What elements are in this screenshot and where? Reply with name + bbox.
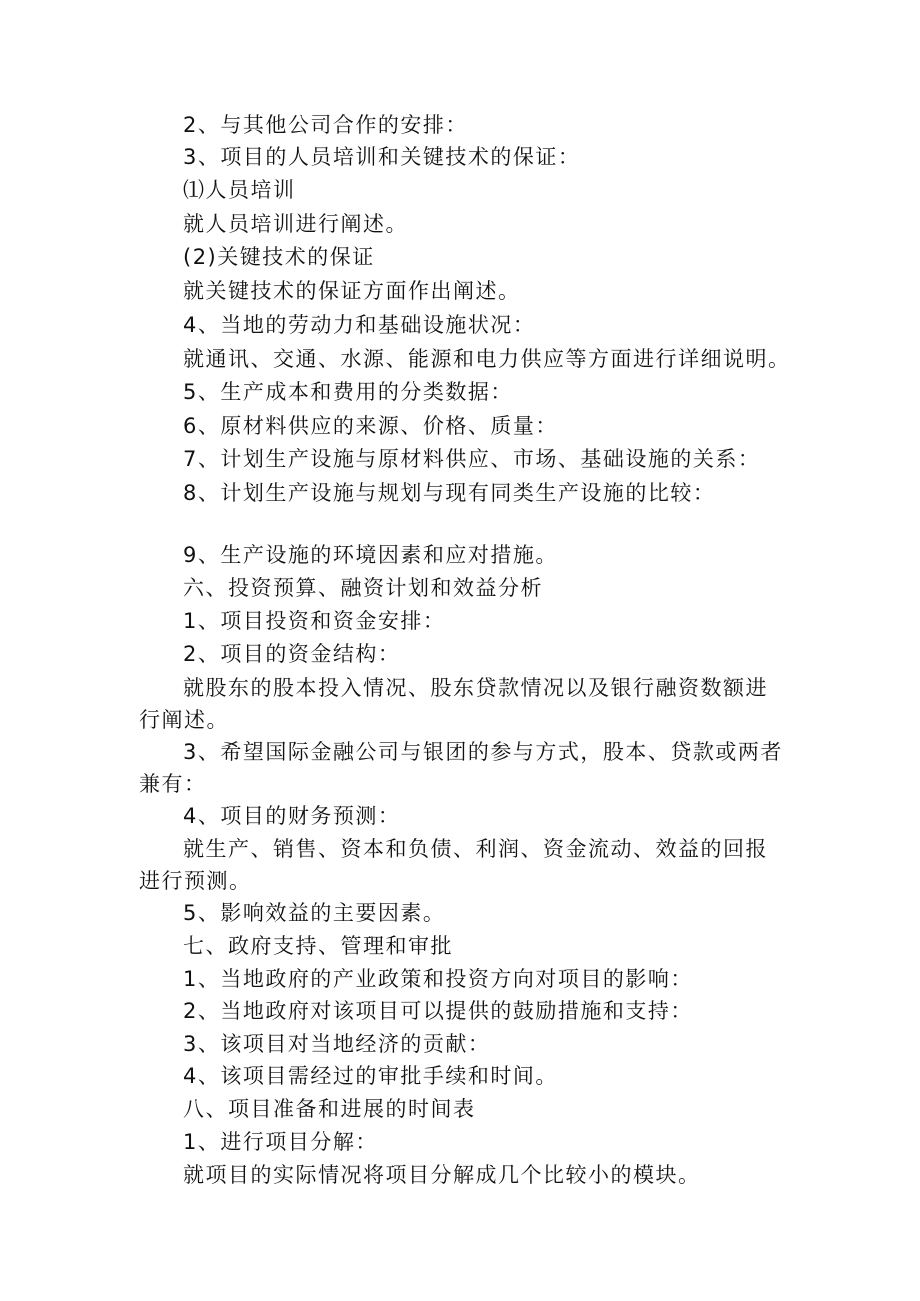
list-item-labor-infrastructure: 4、当地的劳动力和基础设施状况： <box>183 313 536 337</box>
paragraph-capital-structure-line2: 行阐述。 <box>139 708 229 732</box>
paragraph-forecast-line2: 进行预测。 <box>139 869 252 893</box>
list-item-approval-procedures: 4、该项目需经过的审批手续和时间。 <box>183 1064 558 1088</box>
list-item-incentives: 2、当地政府对该项目可以提供的鼓励措施和支持： <box>183 999 693 1023</box>
section-heading-government: 七、政府支持、管理和审批 <box>183 934 453 958</box>
list-item-financial-forecast: 4、项目的财务预测： <box>183 804 401 828</box>
paragraph-training-description: 就人员培训进行阐述。 <box>183 212 408 236</box>
list-item-ifc-participation-line2: 兼有： <box>139 772 207 796</box>
paragraph-key-tech-description: 就关键技术的保证方面作出阐述。 <box>183 279 521 303</box>
list-item-raw-materials: 6、原材料供应的来源、价格、质量： <box>183 414 558 438</box>
list-item-industrial-policy: 1、当地政府的产业政策和投资方向对项目的影响： <box>183 967 693 991</box>
subitem-key-technology: (2)关键技术的保证 <box>183 245 375 269</box>
paragraph-decomposition-description: 就项目的实际情况将项目分解成几个比较小的模块。 <box>183 1163 701 1187</box>
list-item-training-and-key-tech: 3、项目的人员培训和关键技术的保证： <box>183 145 581 169</box>
list-item-project-decomposition: 1、进行项目分解： <box>183 1130 378 1154</box>
list-item-investment-arrangement: 1、项目投资和资金安排： <box>183 609 446 633</box>
list-item-benefit-factors: 5、影响效益的主要因素。 <box>183 901 446 925</box>
section-heading-investment: 六、投资预算、融资计划和效益分析 <box>183 576 543 600</box>
paragraph-forecast-line1: 就生产、销售、资本和负债、利润、资金流动、效益的回报 <box>183 837 768 861</box>
list-item-economic-contribution: 3、该项目对当地经济的贡献： <box>183 1032 491 1056</box>
list-item-environmental-factors: 9、生产设施的环境因素和应对措施。 <box>183 543 558 567</box>
list-item-production-cost: 5、生产成本和费用的分类数据： <box>183 380 513 404</box>
paragraph-infrastructure-description: 就通讯、交通、水源、能源和电力供应等方面进行详细说明。 <box>183 347 791 371</box>
list-item-facility-comparison: 8、计划生产设施与规划与现有同类生产设施的比较： <box>183 481 716 505</box>
list-item-cooperation-arrangement: 2、与其他公司合作的安排： <box>183 113 468 137</box>
list-item-ifc-participation-line1: 3、希望国际金融公司与银团的参与方式，股本、贷款或两者 <box>183 740 783 764</box>
list-item-capital-structure: 2、项目的资金结构： <box>183 642 401 666</box>
section-heading-timeline: 八、项目准备和进展的时间表 <box>183 1097 476 1121</box>
paragraph-capital-structure-line1: 就股东的股本投入情况、股东贷款情况以及银行融资数额进 <box>183 676 768 700</box>
subitem-personnel-training: ⑴人员培训 <box>183 178 296 202</box>
list-item-facility-relations: 7、计划生产设施与原材料供应、市场、基础设施的关系： <box>183 447 761 471</box>
